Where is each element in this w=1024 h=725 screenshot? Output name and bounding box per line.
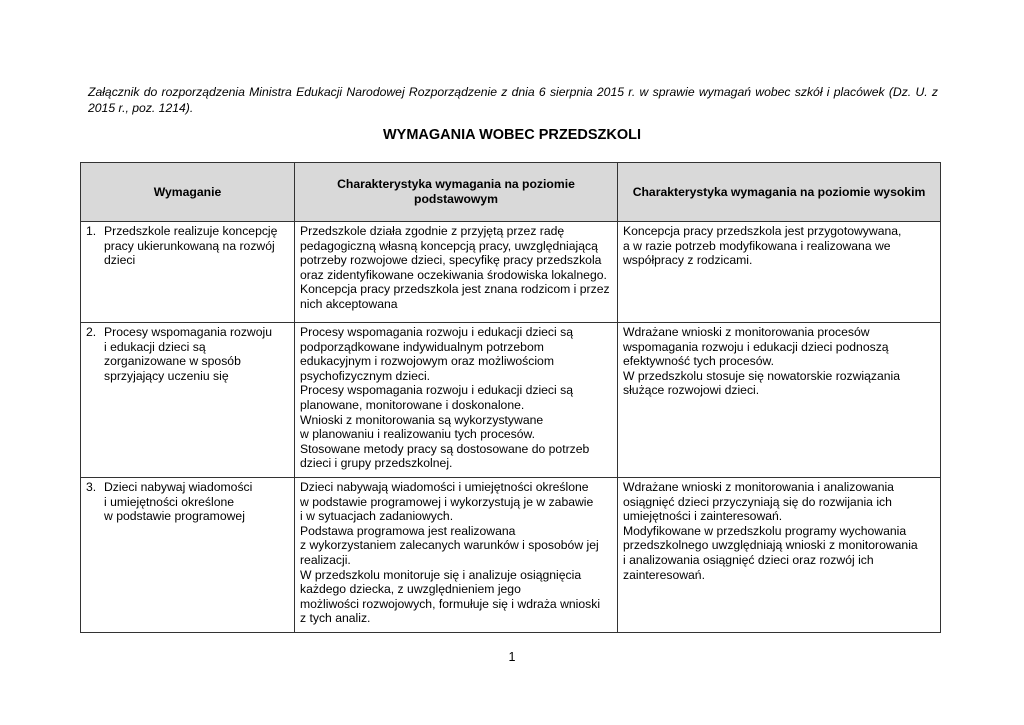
text-line: sprzyjający uczeniu się: [104, 368, 229, 383]
text-line: umiejętności i zainteresowań.: [623, 509, 783, 524]
text-line: podporządkowane indywidualnym potrzebom: [300, 339, 544, 354]
text-line: Wdrażane wnioski z monitorowania procesów: [623, 325, 870, 339]
text-line: pracy ukierunkowaną na rozwój: [104, 238, 275, 253]
table-row: [81, 478, 941, 633]
requirement-number: 1.: [86, 224, 97, 238]
text-line: zorganizowane w sposób: [104, 354, 241, 369]
text-line: w planowaniu i realizowaniu tych procesów.: [300, 427, 536, 442]
text-line: w podstawie programowej i wykorzystują je w zabawie: [300, 494, 594, 509]
requirement-cell: [81, 222, 295, 323]
text-line: i analizowania osiągnięć dzieci oraz rozwój ich: [623, 552, 874, 567]
text-line: efektywność tych procesów.: [623, 354, 775, 369]
text-line: dzieci: [104, 253, 136, 268]
text-line: Koncepcja pracy przedszkola jest przygotowywana,: [623, 224, 902, 238]
text-line: planowane, monitorowane i doskonalone.: [300, 397, 525, 412]
basic-level-cell: [295, 222, 618, 323]
text-line: osiągnięć dzieci przyczyniają się do rozwijania ich: [623, 494, 892, 509]
text-line: a w razie potrzeb modyfikowana i realizowana we: [623, 238, 891, 253]
text-line: przedszkolnego uwzględniają wnioski z monitorowania: [623, 538, 918, 553]
text-line: współpracy z rodzicami.: [623, 253, 753, 268]
basic-level-cell: [295, 323, 618, 478]
text-line: nich akceptowana: [300, 296, 398, 311]
requirement-number: 2.: [86, 325, 97, 339]
text-line: możliwości rozwojowych, formułuje się i wdraża wnioski: [300, 596, 601, 611]
text-line: W przedszkolu stosuje się nowatorskie rozwiązania: [623, 368, 901, 383]
text-line: pedagogiczną własną koncepcją pracy, uwzględniającą: [300, 238, 598, 253]
text-line: Przedszkole działa zgodnie z przyjętą przez radę: [300, 224, 565, 238]
text-line: Stosowane metody pracy są dostosowane do potrzeb: [300, 441, 590, 456]
requirement-number: 3.: [86, 480, 97, 494]
text-line: Procesy wspomagania rozwoju i edukacji dzieci są: [300, 325, 573, 339]
text-line: w podstawie programowej: [104, 509, 245, 524]
text-line: zainteresowań.: [623, 567, 705, 582]
header-requirement: Wymaganie: [81, 163, 295, 222]
header-basic-level: Charakterystyka wymagania na poziomie podstawowym: [295, 163, 618, 222]
text-line: z wykorzystaniem zalecanych warunków i sposobów jej: [300, 538, 599, 553]
basic-level-cell: [295, 478, 618, 633]
text-line: dzieci i grupy przedszkolnej.: [300, 456, 453, 471]
text-line: Przedszkole realizuje koncepcję: [104, 224, 278, 238]
text-line: edukacyjnym i rozwojowym oraz możliwościom: [300, 354, 554, 369]
text-line: i umiejętności określone: [104, 494, 235, 509]
text-line: służące rozwojowi dzieci.: [623, 383, 760, 398]
text-line: Dzieci nabywają wiadomości i umiejętności określone: [300, 480, 589, 494]
text-line: i edukacji dzieci są: [104, 339, 206, 354]
attachment-note: Załącznik do rozporządzenia Ministra Edukacji Narodowej Rozporządzenie z dnia 6 sierpnia 2015 r. w sprawie wymagań wobec szkół i placówek (Dz. U. z 2015 r., poz. 1214).: [88, 85, 938, 115]
table-row: [81, 323, 941, 478]
requirements-table: [80, 162, 941, 633]
table-header-row: [81, 163, 941, 222]
text-line: W przedszkolu monitoruje się i analizuje osiągnięcia: [300, 567, 582, 582]
text-line: z tych analiz.: [300, 611, 371, 626]
requirement-cell: [81, 323, 295, 478]
high-level-cell: [618, 478, 941, 633]
high-level-cell: [618, 323, 941, 478]
header-high-level: Charakterystyka wymagania na poziomie wysokim: [618, 163, 941, 222]
text-line: psychofizycznym dzieci.: [300, 368, 431, 383]
text-line: oraz zidentyfikowane oczekiwania środowiska lokalnego.: [300, 267, 607, 282]
high-level-cell: [618, 222, 941, 323]
text-line: Koncepcja pracy przedszkola jest znana rodzicom i przez: [300, 282, 610, 297]
text-line: Dzieci nabywaj wiadomości: [104, 480, 253, 494]
text-line: każdego dziecka, z uwzględnieniem jego: [300, 582, 521, 597]
text-line: realizacji.: [300, 552, 351, 567]
document-title: WYMAGANIA WOBEC PRZEDSZKOLI: [382, 127, 642, 143]
text-line: i w sytuacjach zadaniowych.: [300, 509, 454, 524]
text-line: Wnioski z monitorowania są wykorzystywane: [300, 412, 544, 427]
text-line: potrzeby rozwojowe dzieci, specyfikę pracy przedszkola: [300, 253, 602, 268]
text-line: Podstawa programowa jest realizowana: [300, 523, 516, 538]
text-line: Wdrażane wnioski z monitorowania i analizowania: [623, 480, 894, 494]
text-line: Procesy wspomagania rozwoju: [104, 325, 272, 339]
text-line: Procesy wspomagania rozwoju i edukacji dzieci są: [300, 383, 573, 398]
table-row: [81, 222, 941, 323]
page-number: 1: [508, 650, 516, 664]
text-line: wspomagania rozwoju i edukacji dzieci podnoszą: [623, 339, 889, 354]
text-line: Modyfikowane w przedszkolu programy wychowania: [623, 523, 907, 538]
requirement-cell: [81, 478, 295, 633]
